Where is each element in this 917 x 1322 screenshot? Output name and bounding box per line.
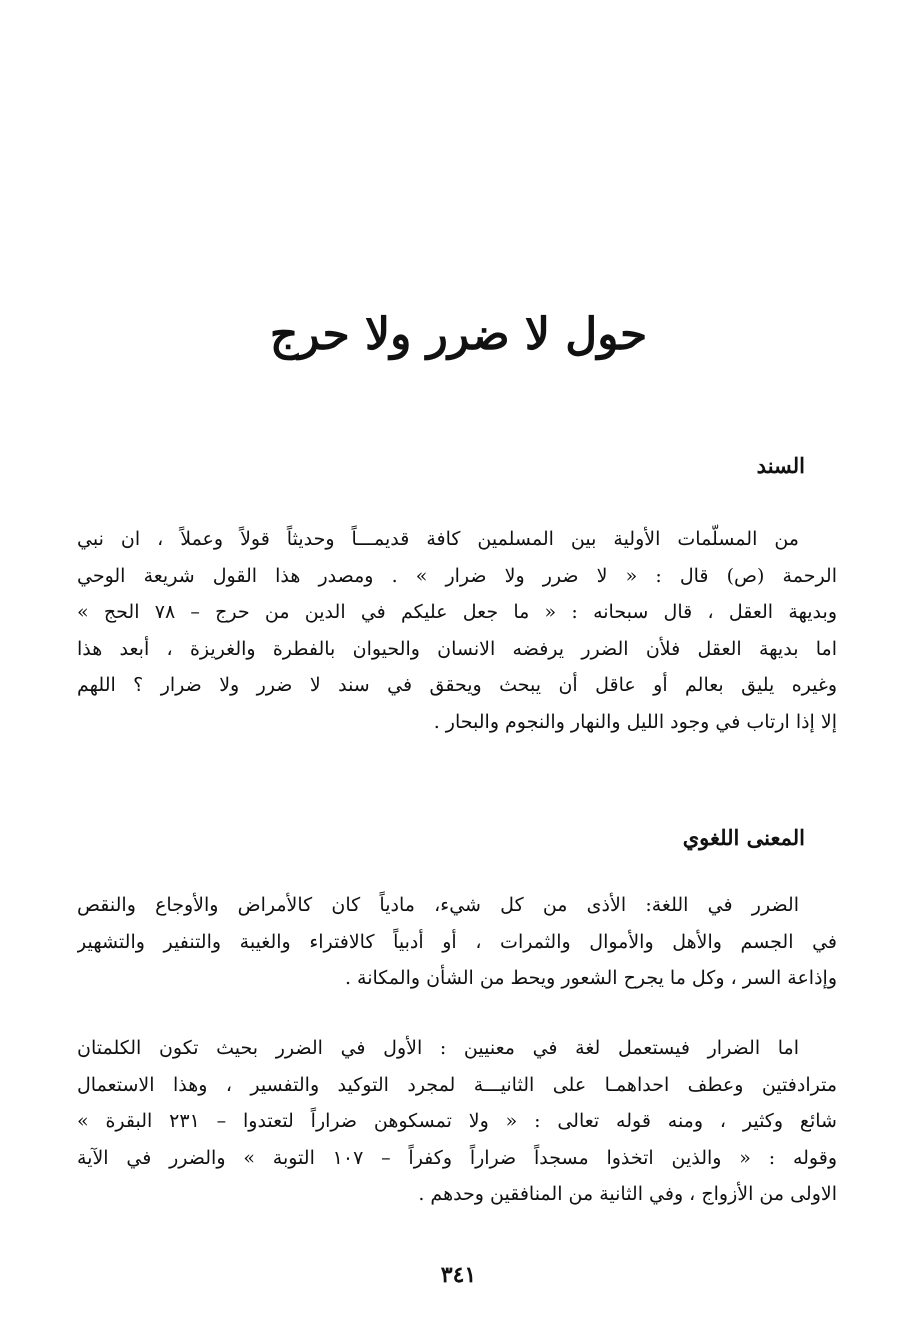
text-line: اما الضرار فيستعمل لغة في معنيين : الأول في الضرر بحيث تكون الكلمتان — [77, 1037, 799, 1059]
text-line: الاولى من الأزواج ، وفي الثانية من المنافقين وحدهم . — [418, 1183, 837, 1205]
text-line: وقوله : « والذين اتخذوا مسجداً ضراراً وكفراً – ١٠٧ التوبة » والضرر في الآية — [77, 1146, 837, 1169]
text-line: الضرر في اللغة: الأذى من كل شيء، مادياً كان كالأمراض والأوجاع والنقص — [77, 894, 799, 916]
paragraph-sanad — [77, 521, 837, 740]
text-line: وغيره يليق بعالم أو عاقل أن يبحث ويحقق في سند لا ضرر ولا ضرار ؟ اللهم — [77, 674, 837, 696]
paragraph-linguistic-1 — [77, 887, 837, 997]
text-line: وإذاعة السر ، وكل ما يجرح الشعور ويحط من الشأن والمكانة . — [344, 967, 837, 989]
text-line: في الجسم والأهل والأموال والثمرات ، أو أدبياً كالافتراء والغيبة والتنفير والتشهير — [77, 930, 837, 953]
text-line: مترادفتين وعطف احداهمـا على الثانيـــة لمجرد التوكيد والتفسير ، وهذا الاستعمال — [77, 1073, 837, 1096]
text-line: شائع وكثير ، ومنه قوله تعالى : « ولا تمسكوهن ضراراً لتعتدوا – ٢٣١ البقرة » — [77, 1110, 837, 1132]
text-line: وبديهة العقل ، قال سبحانه : « ما جعل عليكم في الدين من حرج – ٧٨ الحج » — [77, 601, 837, 623]
section-heading-linguistic-meaning: المعنى اللغوي — [682, 825, 805, 850]
paragraph-linguistic-2 — [77, 1030, 837, 1213]
text-line: من المسلّمات الأولية بين المسلمين كافة قديمـــاً وحديثاً قولاً وعملاً ، ان نبي — [77, 528, 799, 550]
page-title: حول لا ضرر ولا حرج — [269, 309, 648, 360]
text-line: الرحمة (ص) قال : « لا ضرر ولا ضرار » . ومصدر هذا القول شريعة الوحي — [77, 564, 837, 587]
text-line: اما بديهة العقل فلأن الضرر يرفضه الانسان والحيوان بالفطرة والغريزة ، أبعد هذا — [77, 637, 837, 660]
page-number: ٣٤١ — [440, 1262, 477, 1288]
section-heading-sanad: السند — [756, 453, 805, 478]
text-line: إلا إذا ارتاب في وجود الليل والنهار والنجوم والبحار . — [433, 710, 837, 733]
